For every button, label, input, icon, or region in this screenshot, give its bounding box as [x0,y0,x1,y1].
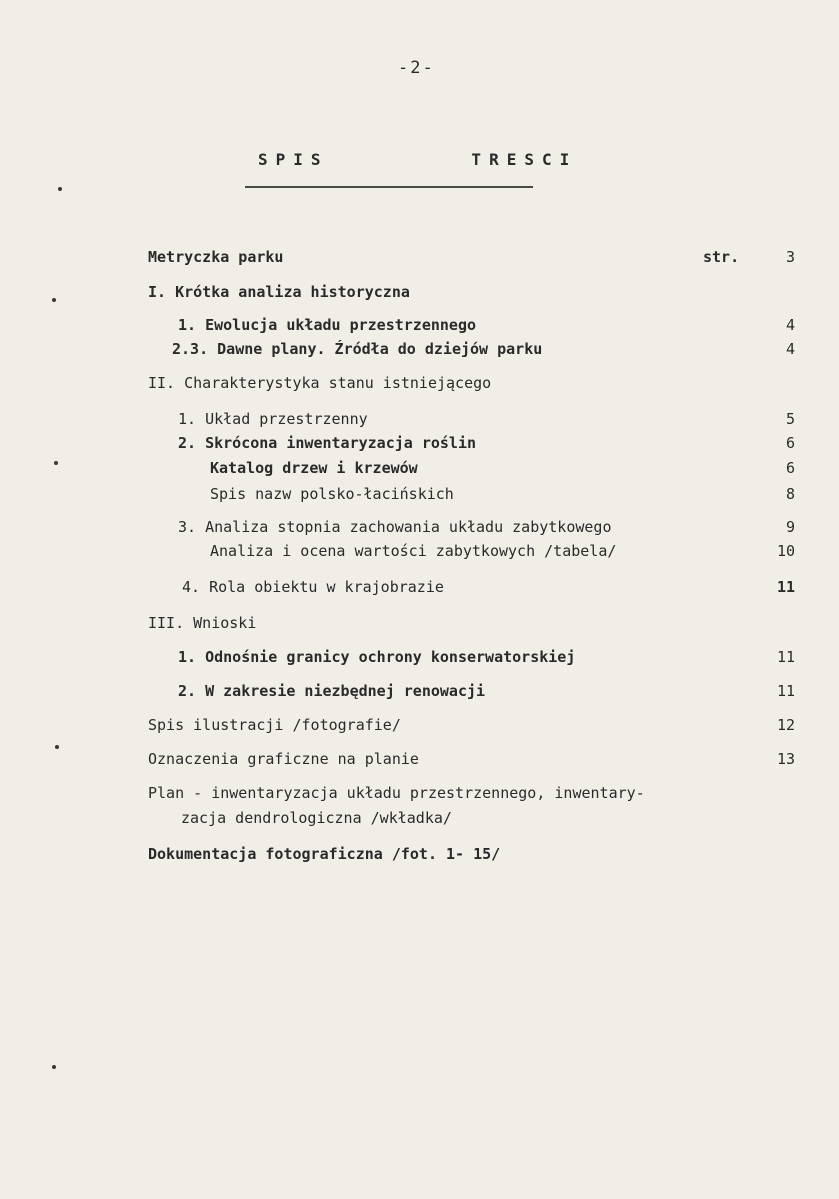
toc-page: 4 [785,316,795,334]
toc-entry: 1. Ewolucja układu przestrzennego [178,316,477,334]
toc-entry: 3. Analiza stopnia zachowania układu zabytkowego [178,518,612,536]
page-number: -2- [398,58,435,78]
toc-entry: Katalog drzew i krzewów [210,459,418,477]
toc-entry: 1. Układ przestrzenny [178,410,368,428]
toc-entry: Metryczka parku [148,248,284,266]
toc-page: 4 [785,340,795,358]
toc-entry: Spis nazw polsko-łacińskich [210,485,454,503]
toc-entry: 2.3. Dawne plany. Źródła do dziejów parku [172,340,543,358]
toc-entry: Spis ilustracji /fotografie/ [148,716,401,734]
toc-page: 3 [785,248,795,266]
toc-entry-continuation: zacja dendrologiczna /wkładka/ [181,809,452,827]
paper-speck [52,298,56,302]
paper-speck [52,1065,56,1069]
page-title: SPIS TRESCI [258,150,578,169]
toc-entry: Plan - inwentaryzacja układu przestrzennego, inwentary- [148,784,645,802]
toc-entry: 2. W zakresie niezbędnej renowacji [178,682,486,700]
paper-speck [55,745,59,749]
toc-page: 11 [776,648,795,666]
toc-entry: Dokumentacja fotograficzna /fot. 1- 15/ [148,845,501,863]
toc-section-heading: II. Charakterystyka stanu istniejącego [148,374,492,392]
toc-page: 11 [776,578,795,596]
toc-section-heading: I. Krótka analiza historyczna [148,283,410,301]
toc-page: 13 [776,750,795,768]
toc-page: 8 [785,485,795,503]
toc-entry: Analiza i ocena wartości zabytkowych /tabela/ [210,542,617,560]
toc-page: 9 [785,518,795,536]
paper-speck [58,187,62,191]
toc-entry: Oznaczenia graficzne na planie [148,750,419,768]
toc-page: 6 [785,459,795,477]
toc-entry: 1. Odnośnie granicy ochrony konserwatorskiej [178,648,576,666]
toc-section-heading: III. Wnioski [148,614,257,632]
paper-speck [54,461,58,465]
toc-page: 5 [785,410,795,428]
toc-page: 11 [776,682,795,700]
toc-entry: 4. Rola obiektu w krajobrazie [182,578,444,596]
toc-entry: 2. Skrócona inwentaryzacja roślin [178,434,477,452]
title-underline [245,186,533,188]
toc-page: 12 [776,716,795,734]
page-column-label: str. [703,248,740,266]
toc-page: 6 [785,434,795,452]
toc-page: 10 [776,542,795,560]
